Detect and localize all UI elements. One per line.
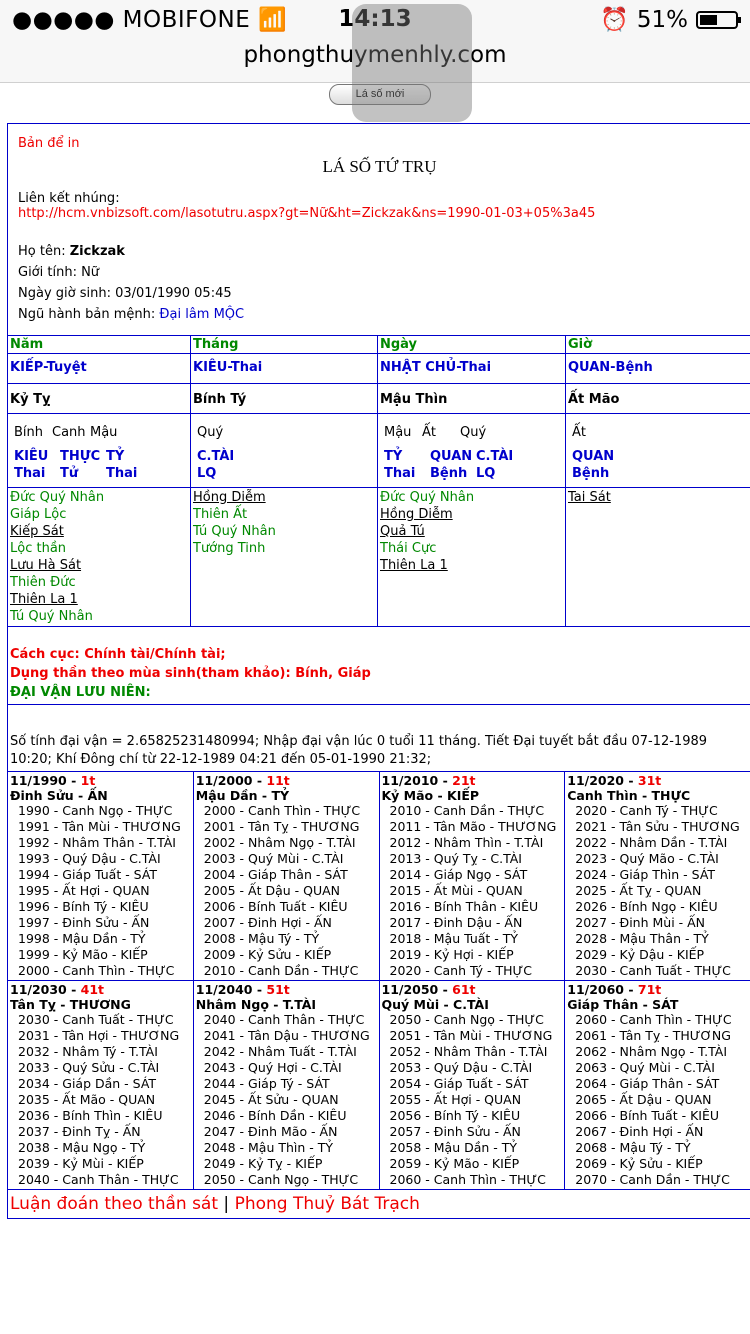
- year-item: 2048 - Mậu Thìn - TỶ: [203, 1140, 334, 1155]
- year-item: 2053 - Quý Dậu - C.TÀI: [389, 1060, 533, 1075]
- year-item: 2052 - Nhâm Thân - T.TÀI: [389, 1044, 548, 1059]
- dai-van-cell: [565, 772, 750, 981]
- year-item: 2023 - Quý Mão - C.TÀI: [575, 851, 719, 866]
- dai-van-header: [382, 982, 563, 997]
- dai-van-pillar: Quý Mùi - C.TÀI: [381, 997, 489, 1012]
- hidden-god-phase: Bệnh: [430, 466, 468, 481]
- dai-van-cell: [379, 981, 565, 1190]
- name-value: Zickzak: [69, 244, 125, 259]
- year-item: 2040 - Canh Thân - THỰC: [203, 1012, 365, 1027]
- name-year: Kỷ Tỵ: [8, 384, 191, 414]
- star-item: Giáp Lộc: [10, 507, 67, 522]
- luu-nien-row: [8, 772, 750, 981]
- battery-icon: [696, 11, 738, 29]
- col-month: Tháng: [191, 336, 378, 354]
- year-item: 2012 - Nhâm Thìn - T.TÀI: [389, 835, 544, 850]
- hidden-stems-line: [10, 415, 188, 448]
- year-item: 1997 - Đinh Sửu - ẤN: [18, 915, 150, 930]
- year-item: 2069 - Kỷ Sửu - KIẾP: [575, 1156, 703, 1171]
- year-item: 2070 - Canh Dần - THỰC: [575, 1172, 730, 1187]
- god-year: KIẾP-Tuyệt: [8, 354, 191, 384]
- year-item: 2064 - Giáp Thân - SÁT: [575, 1076, 720, 1091]
- dai-van-date: 11/2000 -: [195, 773, 267, 788]
- hidden-god-name: C.TÀI: [476, 449, 514, 464]
- year-item: 2051 - Tân Mùi - THƯƠNG: [389, 1028, 553, 1043]
- hidden-god-phase: LQ: [197, 466, 217, 481]
- year-item: 2020 - Canh Tý - THỰC: [389, 963, 533, 978]
- dai-van-pillar: Đinh Sửu - ẤN: [10, 788, 108, 803]
- year-item: 2001 - Tân Tỵ - THƯƠNG: [203, 819, 360, 834]
- year-item: 2010 - Canh Dần - THỰC: [203, 963, 359, 978]
- col-hour: Giờ: [566, 336, 750, 354]
- pillars-table: [8, 335, 750, 626]
- year-item: 2030 - Canh Tuất - THỰC: [575, 963, 731, 978]
- star-item: Đức Quý Nhân: [380, 490, 475, 505]
- than-sat-link[interactable]: Luận đoán theo thần sát: [10, 1194, 219, 1214]
- year-item: 2016 - Bính Thân - KIÊU: [389, 899, 539, 914]
- dai-van-age: 61t: [452, 982, 476, 997]
- luu-nien-row: [8, 981, 750, 1190]
- star-item[interactable]: Tai Sát: [568, 490, 611, 505]
- stars-day: [378, 488, 566, 627]
- name-day: Mậu Thìn: [378, 384, 566, 414]
- year-item: 2041 - Tân Dậu - THƯƠNG: [203, 1028, 370, 1043]
- year-item: 2004 - Giáp Thân - SÁT: [203, 867, 348, 882]
- print-link[interactable]: Bản để in: [18, 136, 80, 151]
- dai-van-cell: [8, 772, 193, 981]
- carrier-name: MOBIFONE: [122, 7, 251, 33]
- year-item: 2057 - Đinh Sửu - ẤN: [389, 1124, 521, 1139]
- year-item: 2015 - Ất Mùi - QUAN: [389, 883, 523, 898]
- hidden-gods-line: [380, 448, 563, 482]
- year-item: 2032 - Nhâm Tý - T.TÀI: [18, 1044, 158, 1059]
- dai-van-header: [196, 773, 377, 788]
- star-item: Thái Cực: [380, 541, 437, 556]
- year-item: 2061 - Tân Tỵ - THƯƠNG: [575, 1028, 731, 1043]
- col-year: Năm: [8, 336, 191, 354]
- year-item: 1995 - Ất Hợi - QUAN: [18, 883, 150, 898]
- birth-row: Ngày giờ sinh: 03/01/1990 05:45: [18, 286, 232, 301]
- hidden-stem: Quý: [460, 425, 487, 440]
- page-title: LÁ SỐ TỨ TRỤ: [322, 157, 437, 176]
- hidden-stems-line: [380, 415, 563, 448]
- year-item: 2006 - Bính Tuất - KIÊU: [203, 899, 348, 914]
- year-item: 2060 - Canh Thìn - THỰC: [389, 1172, 546, 1187]
- hidden-god-phase: LQ: [476, 466, 496, 481]
- dai-van-date: 11/2050 -: [381, 982, 453, 997]
- year-item: 2050 - Canh Ngọ - THỰC: [203, 1172, 359, 1187]
- pillar-header-row: [8, 336, 750, 354]
- dai-van-date: 11/1990 -: [10, 773, 81, 788]
- year-item: 2030 - Canh Tuất - THỰC: [18, 1012, 174, 1027]
- carrier: ●●●●● MOBIFONE 📶: [12, 7, 288, 33]
- hidden-stem: Quý: [197, 425, 224, 440]
- hidden-god-phase: Thai: [384, 466, 416, 481]
- star-item: Thiên Đức: [10, 575, 76, 590]
- year-item: 2059 - Kỷ Mão - KIẾP: [389, 1156, 520, 1171]
- star-item[interactable]: Hồng Diễm: [380, 507, 453, 522]
- star-item[interactable]: Thiên La 1: [380, 558, 448, 573]
- pillar-names-row: [8, 384, 750, 414]
- dai-van-age: 11t: [266, 773, 290, 788]
- year-item: 2055 - Ất Hợi - QUAN: [389, 1092, 522, 1107]
- year-item: 2027 - Đinh Mùi - ẤN: [575, 915, 706, 930]
- new-chart-button[interactable]: Lá số mới: [329, 84, 431, 105]
- element-value: Đại lâm MỘC: [159, 307, 245, 322]
- year-item: 2020 - Canh Tý - THỰC: [575, 803, 718, 818]
- dai-van-age: 71t: [637, 982, 662, 997]
- year-item: 2046 - Bính Dần - KIÊU: [203, 1108, 347, 1123]
- year-item: 2003 - Quý Mùi - C.TÀI: [203, 851, 344, 866]
- year-item: 2056 - Bính Tý - KIÊU: [389, 1108, 521, 1123]
- hidden-god-name: C.TÀI: [197, 449, 235, 464]
- dai-van-pillar: Kỷ Mão - KIẾP: [381, 788, 480, 803]
- year-item: 2011 - Tân Mão - THƯƠNG: [389, 819, 557, 834]
- hidden-god: [14, 448, 60, 482]
- year-item: 1998 - Mậu Dần - TỶ: [18, 931, 146, 946]
- dai-van-header: [10, 982, 191, 997]
- year-item: 1993 - Quý Dậu - C.TÀI: [18, 851, 161, 866]
- clock: 14:13: [338, 6, 412, 32]
- dai-van-date: 11/2040 -: [195, 982, 267, 997]
- hidden-hour: [566, 414, 750, 488]
- hidden-god-name: TỶ: [384, 449, 403, 464]
- footer-separator: |: [218, 1194, 235, 1214]
- cach-cuc-block: [8, 627, 750, 683]
- cach-cuc: Cách cục: Chính tài/Chính tài;: [10, 647, 226, 662]
- year-item: 2058 - Mậu Dần - TỶ: [389, 1140, 518, 1155]
- star-item: Đức Quý Nhân: [10, 490, 105, 505]
- year-item: 2007 - Đinh Hợi - ẤN: [203, 915, 332, 930]
- year-item: 2017 - Đinh Dậu - ẤN: [389, 915, 523, 930]
- stars-hour: [566, 488, 750, 627]
- element-label: Ngũ hành bản mệnh:: [18, 307, 156, 322]
- year-item: 2022 - Nhâm Dần - T.TÀI: [575, 835, 728, 850]
- year-item: 2024 - Giáp Thìn - SÁT: [575, 867, 716, 882]
- battery-fill: [700, 15, 717, 25]
- star-item[interactable]: Quả Tú: [380, 524, 425, 539]
- hidden-god-name: TỶ: [106, 449, 125, 464]
- url-text: phongthuymenhly.com: [243, 42, 507, 68]
- year-item: 2060 - Canh Thìn - THỰC: [575, 1012, 732, 1027]
- year-item: 2000 - Canh Thìn - THỰC: [18, 963, 175, 978]
- footer-links: [8, 1189, 750, 1219]
- dai-van-age: 21t: [452, 773, 476, 788]
- chart-container: [7, 123, 750, 1219]
- dai-van-pillar: Giáp Thân - SÁT: [567, 997, 679, 1012]
- year-item: 2014 - Giáp Ngọ - SÁT: [389, 867, 528, 882]
- dai-van-pillar: Mậu Dần - TỶ: [195, 788, 290, 803]
- star-item[interactable]: Kiếp Sát: [10, 524, 64, 539]
- year-item: 1994 - Giáp Tuất - SÁT: [18, 867, 158, 882]
- year-item: 2019 - Kỷ Hợi - KIẾP: [389, 947, 514, 962]
- dai-van-header: [382, 773, 563, 788]
- year-item: 2031 - Tân Hợi - THƯƠNG: [18, 1028, 180, 1043]
- year-item: 2033 - Quý Sửu - C.TÀI: [18, 1060, 160, 1075]
- year-item: 2025 - Ất Tỵ - QUAN: [575, 883, 702, 898]
- star-item: Thiên Ất: [193, 507, 248, 522]
- dung-than: Dụng thần theo mùa sinh(tham khảo): Bính, Giáp: [10, 666, 371, 681]
- hidden-gods-line: [568, 448, 748, 482]
- dai-van-age: 51t: [266, 982, 290, 997]
- star-item: Tú Quý Nhân: [193, 524, 276, 539]
- year-item: 2045 - Ất Sửu - QUAN: [203, 1092, 339, 1107]
- hidden-stem: Ất: [422, 425, 436, 440]
- god-hour: QUAN-Bệnh: [566, 354, 750, 384]
- dai-van-cell: [565, 981, 750, 1190]
- hidden-god: [384, 448, 430, 482]
- hidden-god: [60, 448, 106, 482]
- year-item: 2047 - Đinh Mão - ẤN: [203, 1124, 338, 1139]
- hidden-god-name: QUAN: [430, 449, 473, 464]
- luu-nien-table: [8, 771, 750, 1189]
- year-item: 1990 - Canh Ngọ - THỰC: [18, 803, 173, 818]
- year-item: 1996 - Bính Tý - KIÊU: [18, 899, 149, 914]
- dai-van-header: [196, 982, 377, 997]
- year-item: 2038 - Mậu Ngọ - TỶ: [18, 1140, 146, 1155]
- star-item: Tú Quý Nhân: [10, 609, 93, 624]
- dai-van-date: 11/2060 -: [567, 982, 638, 997]
- year-item: 2037 - Đinh Tỵ - ẤN: [18, 1124, 141, 1139]
- year-item: 2005 - Ất Dậu - QUAN: [203, 883, 340, 898]
- dai-van-age: 41t: [80, 982, 105, 997]
- year-item: 2067 - Đinh Hợi - ẤN: [575, 1124, 704, 1139]
- dai-van-cell: [8, 981, 193, 1190]
- year-item: 2026 - Bính Ngọ - KIÊU: [575, 899, 718, 914]
- year-item: 2044 - Giáp Tý - SÁT: [203, 1076, 330, 1091]
- dai-van-pillar: Nhâm Ngọ - T.TÀI: [195, 997, 317, 1012]
- god-day: NHẬT CHỦ-Thai: [378, 354, 566, 384]
- year-item: 2042 - Nhâm Tuất - T.TÀI: [203, 1044, 357, 1059]
- year-item: 2028 - Mậu Thân - TỶ: [575, 931, 709, 946]
- bat-trach-link[interactable]: Phong Thuỷ Bát Trạch: [234, 1194, 420, 1214]
- year-item: 2063 - Quý Mùi - C.TÀI: [575, 1060, 715, 1075]
- hidden-god-name: KIÊU: [14, 449, 49, 464]
- year-item: 2068 - Mậu Tý - TỶ: [575, 1140, 691, 1155]
- hidden-stem: Mậu: [90, 425, 118, 440]
- year-item: 2049 - Kỷ Tỵ - KIẾP: [203, 1156, 323, 1171]
- star-item: Tướng Tinh: [193, 541, 266, 556]
- dai-van-cell: [193, 981, 379, 1190]
- dai-van-pillar: Canh Thìn - THỰC: [567, 788, 691, 803]
- hidden-stem: Bính: [14, 425, 44, 440]
- dai-van-age: 1t: [80, 773, 96, 788]
- year-item: 2029 - Kỷ Dậu - KIẾP: [575, 947, 705, 962]
- year-item: 2065 - Ất Dậu - QUAN: [575, 1092, 712, 1107]
- hidden-day: [378, 414, 566, 488]
- hidden-stem: Ất: [572, 425, 586, 440]
- hidden-god-phase: Tử: [60, 466, 79, 481]
- god-month: KIÊU-Thai: [191, 354, 378, 384]
- year-item: 2062 - Nhâm Ngọ - T.TÀI: [575, 1044, 728, 1059]
- pillar-gods-row: [8, 354, 750, 384]
- alarm-icon: ⏰: [600, 7, 629, 33]
- dai-van-header: [567, 773, 748, 788]
- hidden-god-phase: Thai: [14, 466, 46, 481]
- dai-van-pillar: Tân Tỵ - THƯƠNG: [10, 997, 131, 1012]
- stars-month: [191, 488, 378, 627]
- battery-percent: 51%: [636, 6, 688, 33]
- gender-row: Giới tính: Nữ: [18, 265, 100, 280]
- year-item: 2000 - Canh Thìn - THỰC: [203, 803, 361, 818]
- year-item: 2009 - Kỷ Sửu - KIẾP: [203, 947, 332, 962]
- hidden-god-name: THỰC: [60, 449, 101, 464]
- name-hour: Ất Mão: [566, 384, 750, 414]
- star-item: Lộc thần: [10, 541, 67, 556]
- dai-van-header: [10, 773, 191, 788]
- dai-van-header: [567, 982, 748, 997]
- hidden-god: [476, 448, 522, 482]
- name-month: Bính Tý: [191, 384, 378, 414]
- year-item: 2018 - Mậu Tuất - TỶ: [389, 931, 519, 946]
- dai-van-date: 11/2020 -: [567, 773, 638, 788]
- year-item: 1992 - Nhâm Thân - T.TÀI: [18, 835, 176, 850]
- year-item: 1999 - Kỷ Mão - KIẾP: [18, 947, 148, 962]
- name-label: Họ tên:: [18, 244, 66, 259]
- year-item: 2050 - Canh Ngọ - THỰC: [389, 1012, 544, 1027]
- hidden-god: [106, 448, 152, 482]
- year-item: 2040 - Canh Thân - THỰC: [18, 1172, 179, 1187]
- year-item: 2035 - Ất Mão - QUAN: [18, 1092, 156, 1107]
- stars-row: [8, 488, 750, 627]
- hidden-stem: Mậu: [384, 425, 412, 440]
- hidden-god: [430, 448, 476, 482]
- year-item: 2039 - Kỷ Mùi - KIẾP: [18, 1156, 144, 1171]
- hidden-god: [572, 448, 618, 482]
- assistive-touch-overlay[interactable]: [352, 4, 472, 122]
- year-item: 2034 - Giáp Dần - SÁT: [18, 1076, 157, 1091]
- element-row: [18, 304, 741, 325]
- year-item: 2036 - Bính Thìn - KIÊU: [18, 1108, 163, 1123]
- star-item[interactable]: Hồng Diễm: [193, 490, 266, 505]
- dai-van-cell: [379, 772, 565, 981]
- stars-year: [8, 488, 191, 627]
- hidden-stems-line: [568, 415, 748, 448]
- year-item: 2002 - Nhâm Ngọ - T.TÀI: [203, 835, 356, 850]
- embed-label: Liên kết nhúng:: [18, 191, 120, 206]
- name-row: [18, 241, 741, 262]
- star-item[interactable]: Lưu Hà Sát: [10, 558, 82, 573]
- year-item: 2021 - Tân Sửu - THƯƠNG: [575, 819, 740, 834]
- hidden-year: [8, 414, 191, 488]
- dai-van-date: 11/2030 -: [10, 982, 81, 997]
- hidden-gods-line: [193, 448, 375, 482]
- embed-url[interactable]: http://hcm.vnbizsoft.com/lasotutru.aspx?gt=Nữ&ht=Zickzak&ns=1990-01-03+05%3a45: [18, 206, 596, 221]
- hidden-month: [191, 414, 378, 488]
- year-item: 2054 - Giáp Tuất - SÁT: [389, 1076, 529, 1091]
- so-tinh-text: Số tính đại vận = 2.65825231480994; Nhập đại vận lúc 0 tuổi 11 tháng. Tiết Đại tuyết bắt đầu 07-12-1989 10:20; Khí Đông chí từ 22-12-1989 04:21 đến 05-01-1990 21:32;: [10, 734, 708, 767]
- hidden-stem: Canh: [52, 425, 86, 440]
- hidden-god: [197, 448, 243, 482]
- hidden-god-phase: Thai: [106, 466, 138, 481]
- year-item: 2013 - Quý Tỵ - C.TÀI: [389, 851, 522, 866]
- year-item: 2043 - Quý Hợi - C.TÀI: [203, 1060, 342, 1075]
- hidden-stems-row: [8, 414, 750, 488]
- hidden-god-name: QUAN: [572, 449, 615, 464]
- battery-area: [600, 6, 738, 33]
- hidden-god-phase: Bệnh: [572, 466, 610, 481]
- year-item: 2010 - Canh Dần - THỰC: [389, 803, 545, 818]
- dai-van-cell: [193, 772, 379, 981]
- year-item: 2066 - Bính Tuất - KIÊU: [575, 1108, 719, 1123]
- star-item[interactable]: Thiên La 1: [10, 592, 78, 607]
- hidden-stems-line: [193, 415, 375, 448]
- dai-van-date: 11/2010 -: [381, 773, 453, 788]
- hidden-gods-line: [10, 448, 188, 482]
- year-item: 2008 - Mậu Tý - TỶ: [203, 931, 320, 946]
- dai-van-age: 31t: [637, 773, 662, 788]
- dai-van-title: ĐẠI VẬN LƯU NIÊN:: [8, 683, 750, 705]
- year-item: 1991 - Tân Mùi - THƯƠNG: [18, 819, 181, 834]
- wifi-icon: 📶: [258, 7, 288, 33]
- col-day: Ngày: [378, 336, 566, 354]
